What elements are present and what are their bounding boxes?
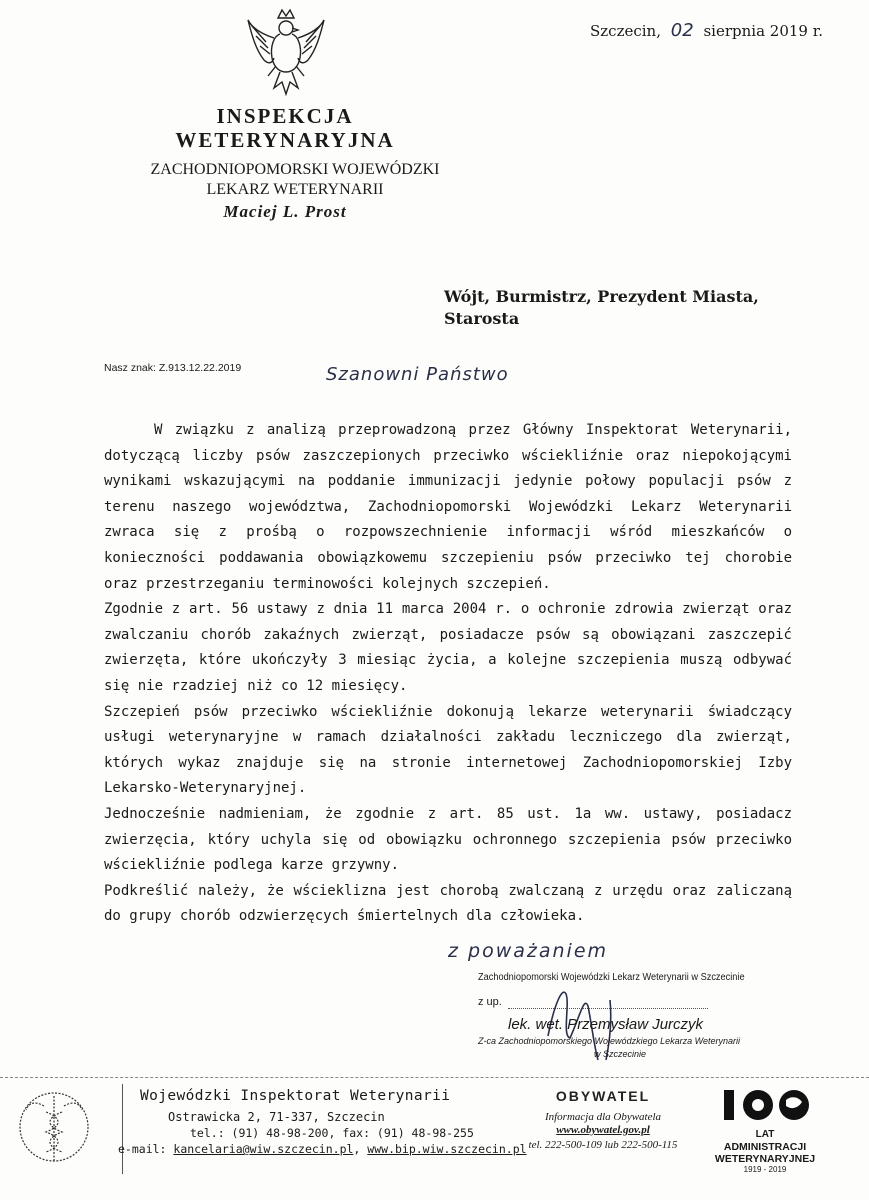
org-line-4: LEKARZ WETERYNARII: [206, 181, 384, 198]
contact-separator: ,: [353, 1142, 361, 1156]
addressee-line-2: Starosta: [444, 309, 520, 328]
centenary-line-2: ADMINISTRACJI: [723, 1141, 807, 1153]
caduceus-logo-icon: [14, 1082, 94, 1172]
footer-address: Ostrawicka 2, 71-337, Szczecin: [168, 1110, 385, 1124]
obywatel-name: OBYWATEL: [555, 1088, 651, 1104]
salutation: Szanowni Państwo: [326, 364, 509, 385]
reference-number: Nasz znak: Z.913.12.22.2019: [104, 362, 242, 374]
paragraph-5: Podkreślić należy, że wścieklizna jest chorobą zwalczaną z urzędu oraz zaliczaną do grupy chorób odzwierzęcych śmiertelnych dla człowieka.: [104, 882, 792, 925]
org-line-2: WETERYNARYJNA: [175, 128, 395, 152]
stamp-title: Zachodniopomorski Wojewódzki Lekarz Weterynarii w Szczecinie: [478, 972, 745, 983]
addressee: [444, 286, 759, 330]
date-suffix: sierpnia 2019 r.: [703, 22, 824, 40]
footer-org: Wojewódzki Inspektorat Weterynarii: [140, 1088, 451, 1104]
date-line: [590, 20, 823, 41]
signer-role: Z-ca Zachodniopomorskiego Wojewódzkiego Lekarza Weterynarii: [478, 1036, 740, 1046]
website-link[interactable]: www.bip.wiw.szczecin.pl: [367, 1142, 527, 1156]
obywatel-info: Informacja dla Obywatela: [544, 1111, 662, 1123]
organization-subtitle: [110, 160, 480, 200]
letter-body: [104, 418, 792, 930]
footer-separator: [122, 1084, 123, 1174]
signer-city: w Szczecinie: [594, 1049, 647, 1059]
signer-name: lek. wet. Przemysław Jurczyk: [508, 1016, 704, 1033]
date-day: 02: [670, 20, 694, 41]
paragraph-2: Zgodnie z art. 56 ustawy z dnia 11 marca 2004 r. o ochronie zdrowia zwierząt oraz zwalczaniu chorób zakaźnych zwierząt, posiadacze psów są obowiązani zaszczepić zwierzęta, które ukończyły 3 miesiąc życia, a kolejne szczepienia muszą odbywać się nie rzadziej niż co 12 miesięcy.: [104, 601, 792, 694]
org-line-1: INSPEKCJA: [216, 104, 354, 128]
email-label: e-mail:: [118, 1142, 167, 1156]
obywatel-phone: tel. 222-500-109 lub 222-500-115: [528, 1139, 678, 1151]
centenary-years: 1919 - 2019: [743, 1165, 787, 1174]
paragraph-1: W związku z analizą przeprowadzoną przez Główny Inspektorat Weterynarii, dotyczącą liczby psów zaszczepionych przeciwko wściekliźnie oraz niepokojącymi wynikami wskazującymi na poddanie immunizacji jedynie połowy populacji psów z terenu naszego województwa, Zachodniopomorski Wojewódzki Lekarz Weterynarii zwraca się z prośbą o rozpowszechnienie informacji wśród mieszkańców o konieczności poddawania obowiązkowemu szczepieniu psów przeciwko tej chorobie oraz przestrzeganiu terminowości kolejnych szczepień.: [104, 422, 792, 592]
date-prefix: Szczecin,: [590, 22, 661, 40]
footer-contact: [118, 1142, 527, 1156]
centenary-logo-icon: [710, 1086, 820, 1124]
footer-divider: [0, 1077, 869, 1078]
chief-name: Maciej L. Prost: [223, 202, 347, 221]
centenary-line-1: LAT: [755, 1129, 775, 1140]
centenary-line-3: WETERYNARYJNEJ: [714, 1153, 816, 1165]
eagle-emblem-icon: [244, 6, 328, 98]
obywatel-block: [518, 1088, 688, 1152]
org-line-3: ZACHODNIOPOMORSKI WOJEWÓDZKI: [150, 161, 440, 178]
centenary-block: [700, 1086, 830, 1175]
on-behalf-label: z up.: [478, 996, 502, 1008]
obywatel-url[interactable]: www.obywatel.gov.pl: [556, 1124, 650, 1136]
addressee-line-1: Wójt, Burmistrz, Prezydent Miasta,: [444, 287, 759, 306]
closing-handwritten: z poważaniem: [448, 940, 609, 962]
organization-name: [140, 104, 430, 152]
email-link[interactable]: kancelaria@wiw.szczecin.pl: [173, 1142, 354, 1156]
footer-phone: tel.: (91) 48-98-200, fax: (91) 48-98-255: [190, 1126, 474, 1140]
paragraph-3: Szczepień psów przeciwko wściekliźnie dokonują lekarze weterynarii świadczący usługi weterynaryjne w ramach działalności zakładu leczniczego dla zwierząt, których wykaz znajduje się na stronie internetowej Zachodniopomorskiej Izby Lekarsko-Weterynaryjnej.: [104, 703, 792, 797]
paragraph-4: Jednocześnie nadmieniam, że zgodnie z art. 85 ust. 1a ww. ustawy, posiadacz zwierzęcia, który uchyla się od obowiązku ochronnego szczepienia psów przeciwko wściekliźnie podlega karze grzywny.: [104, 805, 792, 874]
